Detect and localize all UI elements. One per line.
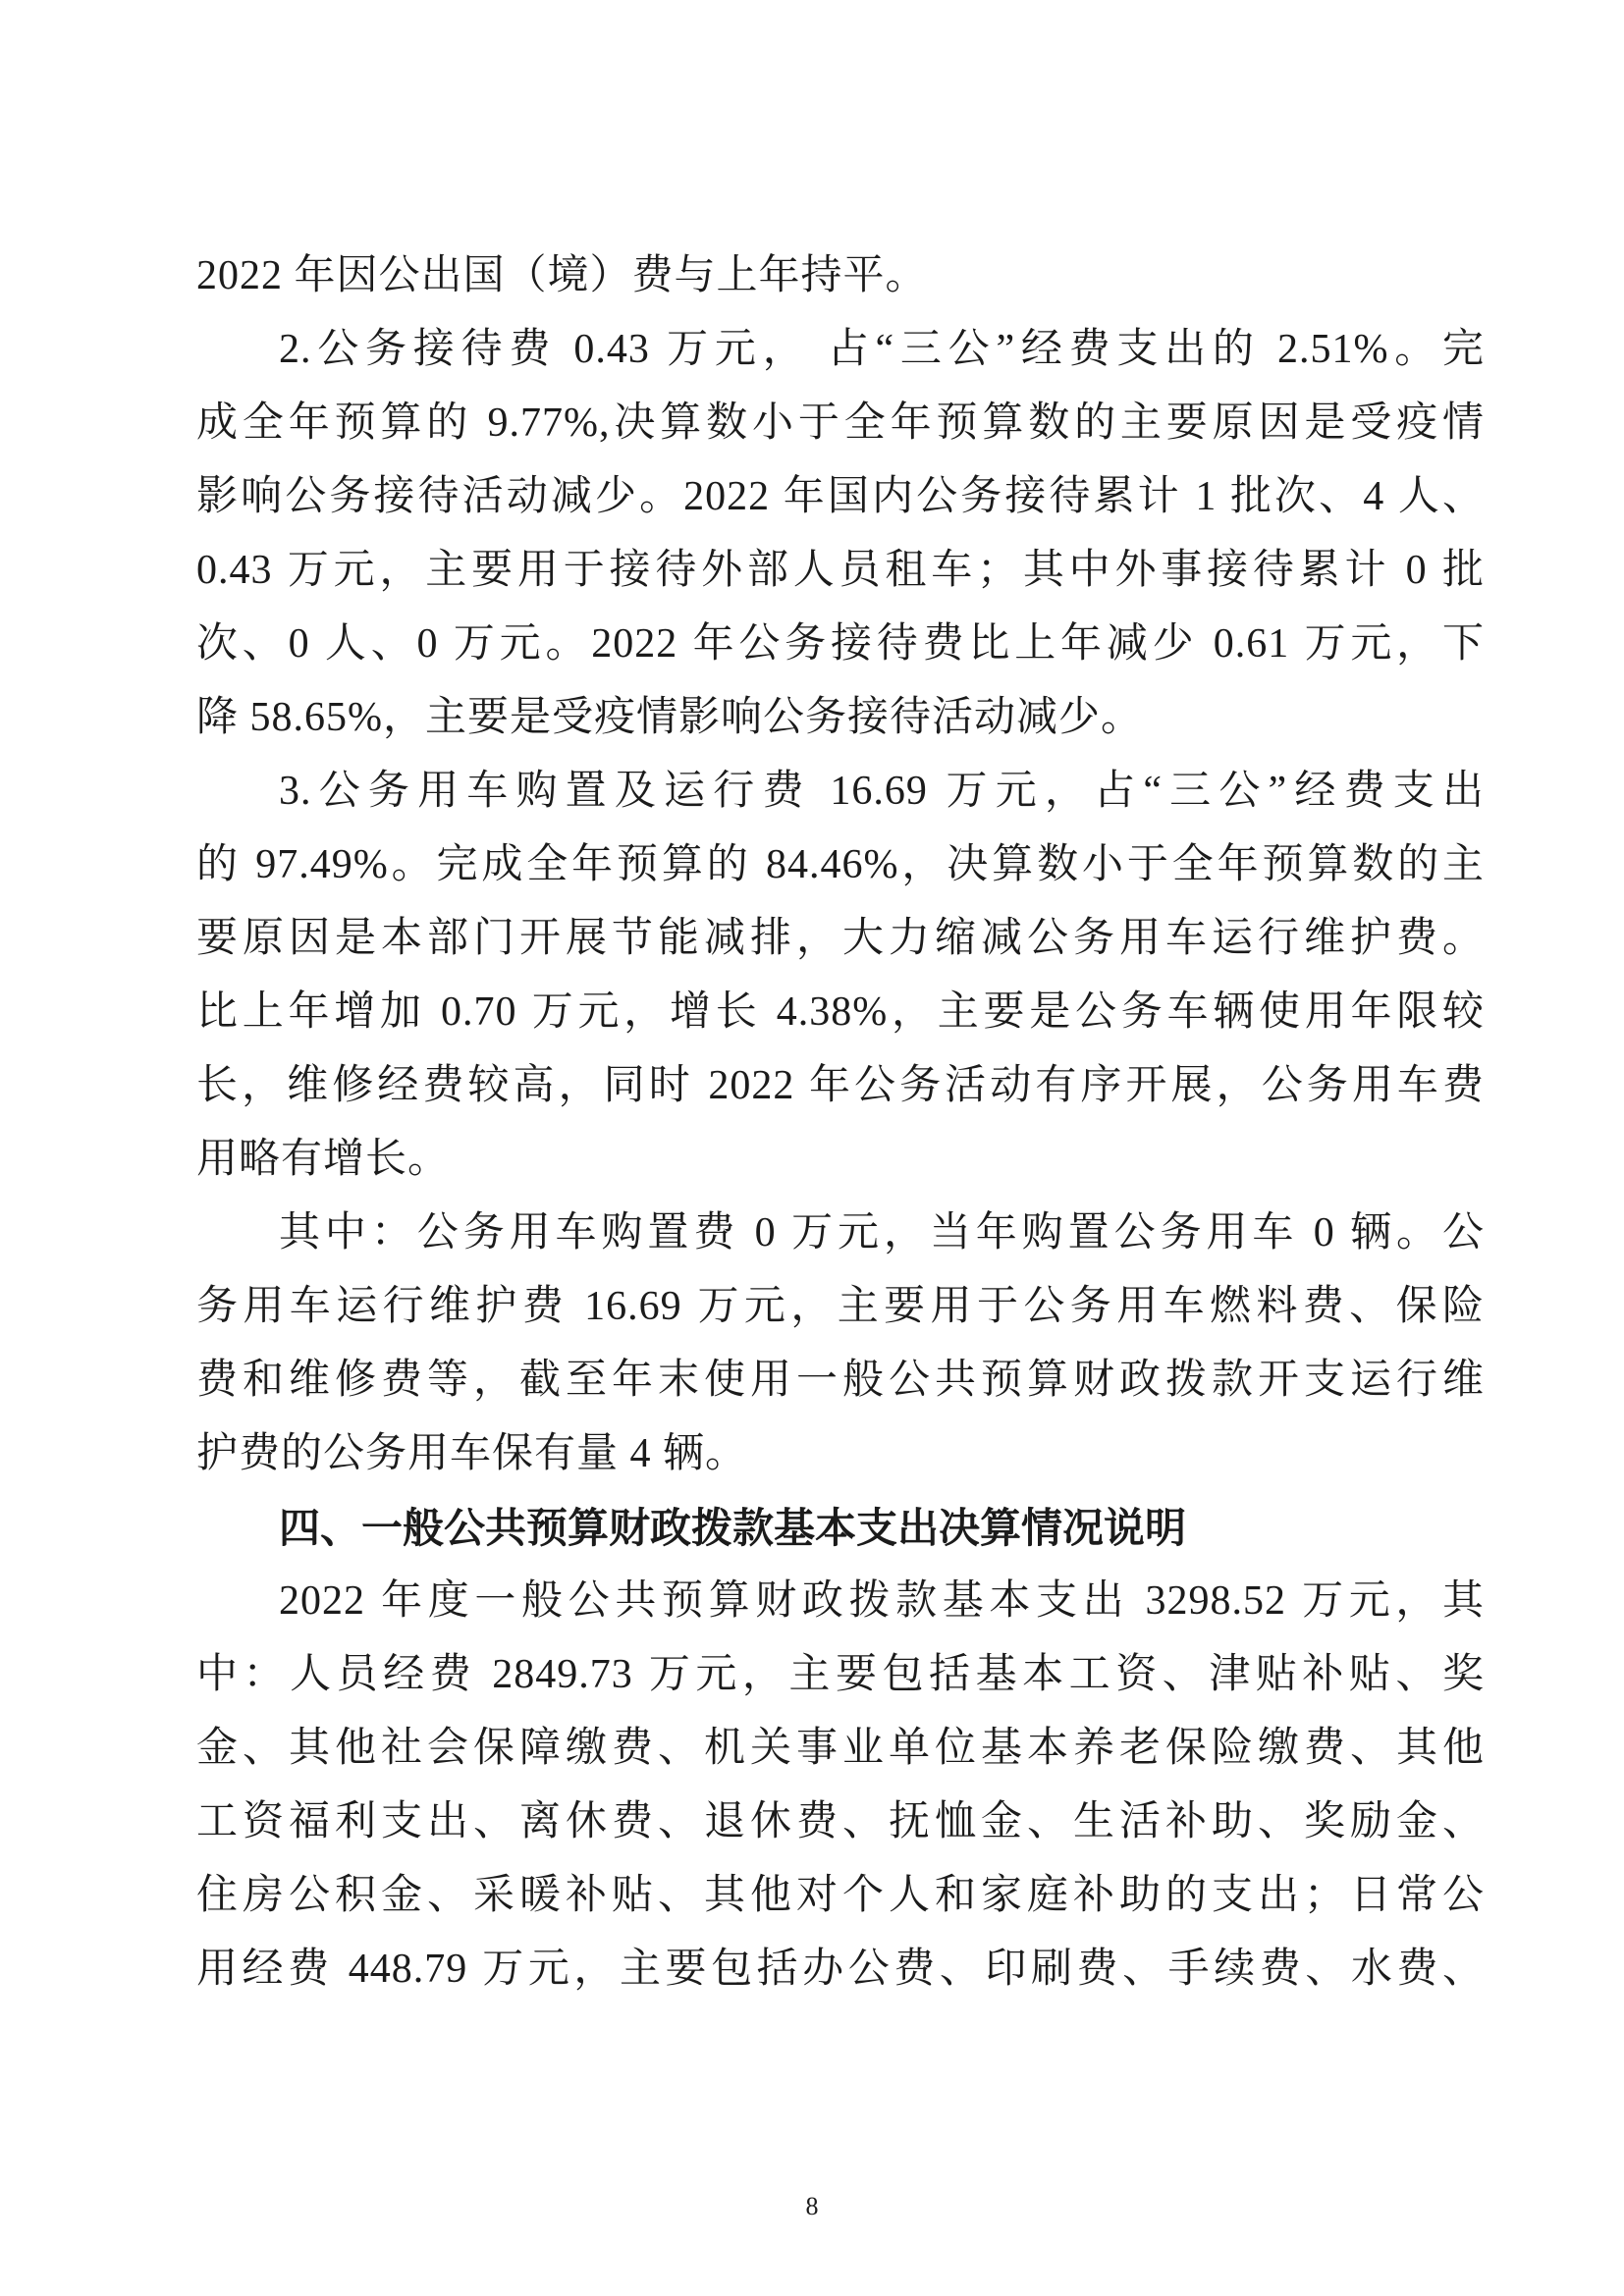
text-line: 护费的公务用车保有量 4 辆。 bbox=[196, 1431, 748, 1476]
section-heading: 四、一般公共预算财政拨款基本支出决算情况说明 bbox=[279, 1505, 1187, 1551]
text-line: 工资福利支出、离休费、退休费、抚恤金、生活补助、奖励金、 bbox=[196, 1799, 1485, 1844]
text-line: 务用车运行维护费 16.69 万元，主要用于公务用车燃料费、保险 bbox=[196, 1284, 1485, 1329]
text-line: 用经费 448.79 万元，主要包括办公费、印刷费、手续费、水费、 bbox=[196, 1947, 1485, 1992]
text-line: 2022 年因公出国（境）费与上年持平。 bbox=[196, 253, 928, 298]
text-body bbox=[196, 240, 1485, 2006]
text-line: 比上年增加 0.70 万元，增长 4.38%，主要是公务车辆使用年限较 bbox=[196, 989, 1485, 1035]
text-line: 次、0 人、0 万元。2022 年公务接待费比上年减少 0.61 万元，下 bbox=[196, 621, 1485, 667]
text-line: 中：人员经费 2849.73 万元，主要包括基本工资、津贴补贴、奖 bbox=[196, 1652, 1485, 1697]
text-line: 用略有增长。 bbox=[196, 1137, 451, 1182]
text-line: 3.公务用车购置及运行费 16.69 万元，占“三公”经费支出 bbox=[279, 769, 1485, 814]
text-line: 降 58.65%，主要是受疫情影响公务接待活动减少。 bbox=[196, 695, 1143, 740]
text-line: 0.43 万元，主要用于接待外部人员租车；其中外事接待累计 0 批 bbox=[196, 548, 1485, 593]
text-line: 住房公积金、采暖补贴、其他对个人和家庭补助的支出；日常公 bbox=[196, 1873, 1485, 1918]
text-line: 金、其他社会保障缴费、机关事业单位基本养老保险缴费、其他 bbox=[196, 1726, 1485, 1771]
text-line: 影响公务接待活动减少。2022 年国内公务接待累计 1 批次、4 人、 bbox=[196, 474, 1485, 519]
text-line: 成全年预算的 9.77%,决算数小于全年预算数的主要原因是受疫情 bbox=[196, 400, 1485, 446]
text-line: 长，维修经费较高，同时 2022 年公务活动有序开展，公务用车费 bbox=[196, 1063, 1485, 1108]
text-line: 费和维修费等，截至年末使用一般公共预算财政拨款开支运行维 bbox=[196, 1358, 1485, 1403]
text-line: 的 97.49%。完成全年预算的 84.46%，决算数小于全年预算数的主 bbox=[196, 842, 1485, 887]
text-line: 其中：公务用车购置费 0 万元，当年购置公务用车 0 辆。公 bbox=[279, 1210, 1485, 1255]
text-line: 要原因是本部门开展节能减排，大力缩减公务用车运行维护费。 bbox=[196, 916, 1485, 961]
page-number: 8 bbox=[805, 2192, 819, 2220]
text-line: 2.公务接待费 0.43 万元， 占“三公”经费支出的 2.51%。完 bbox=[279, 327, 1485, 372]
text-line: 2022 年度一般公共预算财政拨款基本支出 3298.52 万元，其 bbox=[279, 1578, 1485, 1624]
